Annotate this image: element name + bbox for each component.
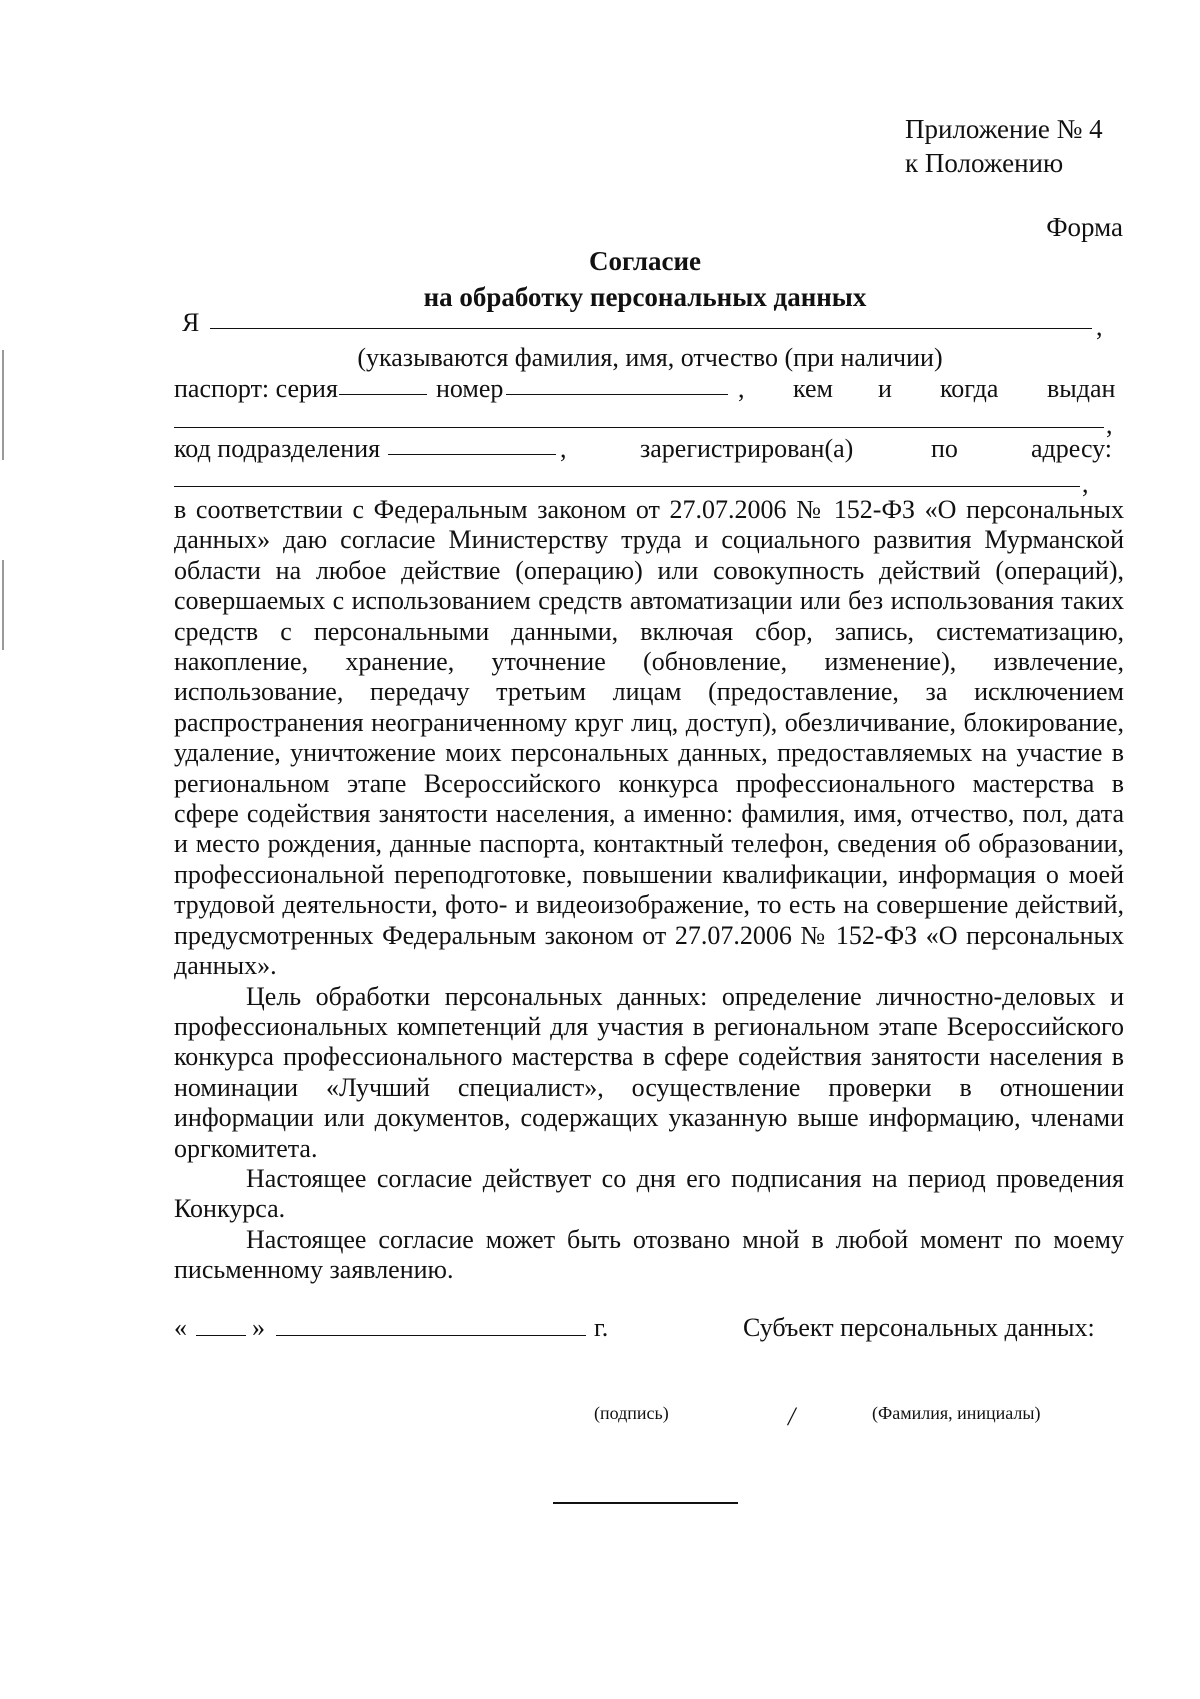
scan-margin-mark <box>2 350 4 460</box>
day-field[interactable] <box>196 1313 246 1343</box>
issued-by-comma: , <box>1106 410 1113 439</box>
registered-label: зарегистрирован(а) <box>640 434 854 463</box>
appendix-reference <box>905 112 1103 180</box>
year-suffix: г. <box>594 1313 609 1342</box>
validity-paragraph: Настоящее согласие действует со дня его подписания на период проведения Конкурса. <box>174 1163 1124 1224</box>
passport-number-field[interactable] <box>506 372 728 402</box>
month-field[interactable] <box>276 1313 586 1343</box>
issued-label: выдан <box>1047 374 1116 403</box>
date-quote-close: » <box>252 1313 265 1342</box>
address-comma: , <box>1082 469 1089 498</box>
fio-comma: , <box>1096 312 1103 341</box>
date-quote-open: « <box>174 1313 187 1342</box>
issued-by-field[interactable] <box>174 405 1104 435</box>
revocation-paragraph: Настоящее согласие может быть отозвано мной в любой момент по моему письменному заявлению. <box>174 1224 1124 1285</box>
passport-comma: , <box>738 374 745 403</box>
form-label: Форма <box>1046 212 1123 242</box>
signature-hint: (подпись) <box>594 1403 669 1423</box>
passport-series-label: паспорт: серия <box>174 374 338 403</box>
purpose-paragraph: Цель обработки персональных данных: определение личностно-деловых и профессиональных компетенций для участия в региональном этапе Всероссийского конкурса профессионального мастерства в сфере содействия занятости населения в номинации «Лучший специалист», осуществление проверки в отношении информации или документов, содержащих указанную выше информацию, членами оргкомитета. <box>174 981 1124 1163</box>
division-code-label: код подразделения <box>174 434 381 463</box>
signature-slash: / <box>788 1402 796 1431</box>
fio-field[interactable] <box>210 306 1092 336</box>
at-label: по <box>931 434 958 463</box>
appendix-number: Приложение № 4 <box>905 114 1103 144</box>
when-label: когда <box>940 374 999 403</box>
passport-series-field[interactable] <box>339 372 427 402</box>
appendix-to-regulation: к Положению <box>905 148 1064 178</box>
name-initials-hint: (Фамилия, инициалы) <box>872 1403 1041 1423</box>
consent-paragraph: в соответствии с Федеральным законом от 27.07.2006 № 152-ФЗ «О персональных данных» даю согласие Министерству труда и социального развития Мурманской области на любое действие (операцию) или совокупность действий (операций), совершаемых с использованием средств автоматизации или без использования таких средств с персональными данными, включая сбор, запись, систематизацию, накопление, хранение, уточнение (обновление, изменение), извлечение, использование, передачу третьим лицам (предоставление, за исключением распространения неограниченному круг лиц, доступ), обезличивание, блокирование, удаление, уничтожение моих персональных данных, предоставляемых на участие в региональном этапе Всероссийского конкурса профессионального мастерства в сфере содействия занятости населения, а именно: фамилия, имя, отчество, пол, дата и место рождения, данные паспорта, контактный телефон, сведения об образовании, профессиональной переподготовке, повышении квалификации, информация о моей трудовой деятельности, фото- и видеоизображение, то есть на совершение действий, предусмотренных Федеральным законом от 27.07.2006 № 152-ФЗ «О персональных данных». <box>174 495 1124 981</box>
and-label: и <box>878 374 892 403</box>
consent-body <box>174 495 1124 1286</box>
closing-rule <box>553 1502 738 1504</box>
address-field[interactable] <box>174 464 1080 494</box>
passport-number-label: номер <box>436 374 504 403</box>
address-label: адресу: <box>1031 434 1113 463</box>
ya-label: Я <box>182 308 200 337</box>
scan-margin-mark <box>2 560 4 650</box>
document-title: Согласие <box>588 246 702 276</box>
division-code-comma: , <box>560 434 567 463</box>
data-subject-label: Субъект персональных данных: <box>743 1313 1095 1342</box>
division-code-field[interactable] <box>388 432 556 462</box>
document-subtitle: на обработку персональных данных <box>423 282 867 312</box>
fio-hint: (указываются фамилия, имя, отчество (при наличии) <box>357 343 943 372</box>
issued-by-label: кем <box>793 374 833 403</box>
